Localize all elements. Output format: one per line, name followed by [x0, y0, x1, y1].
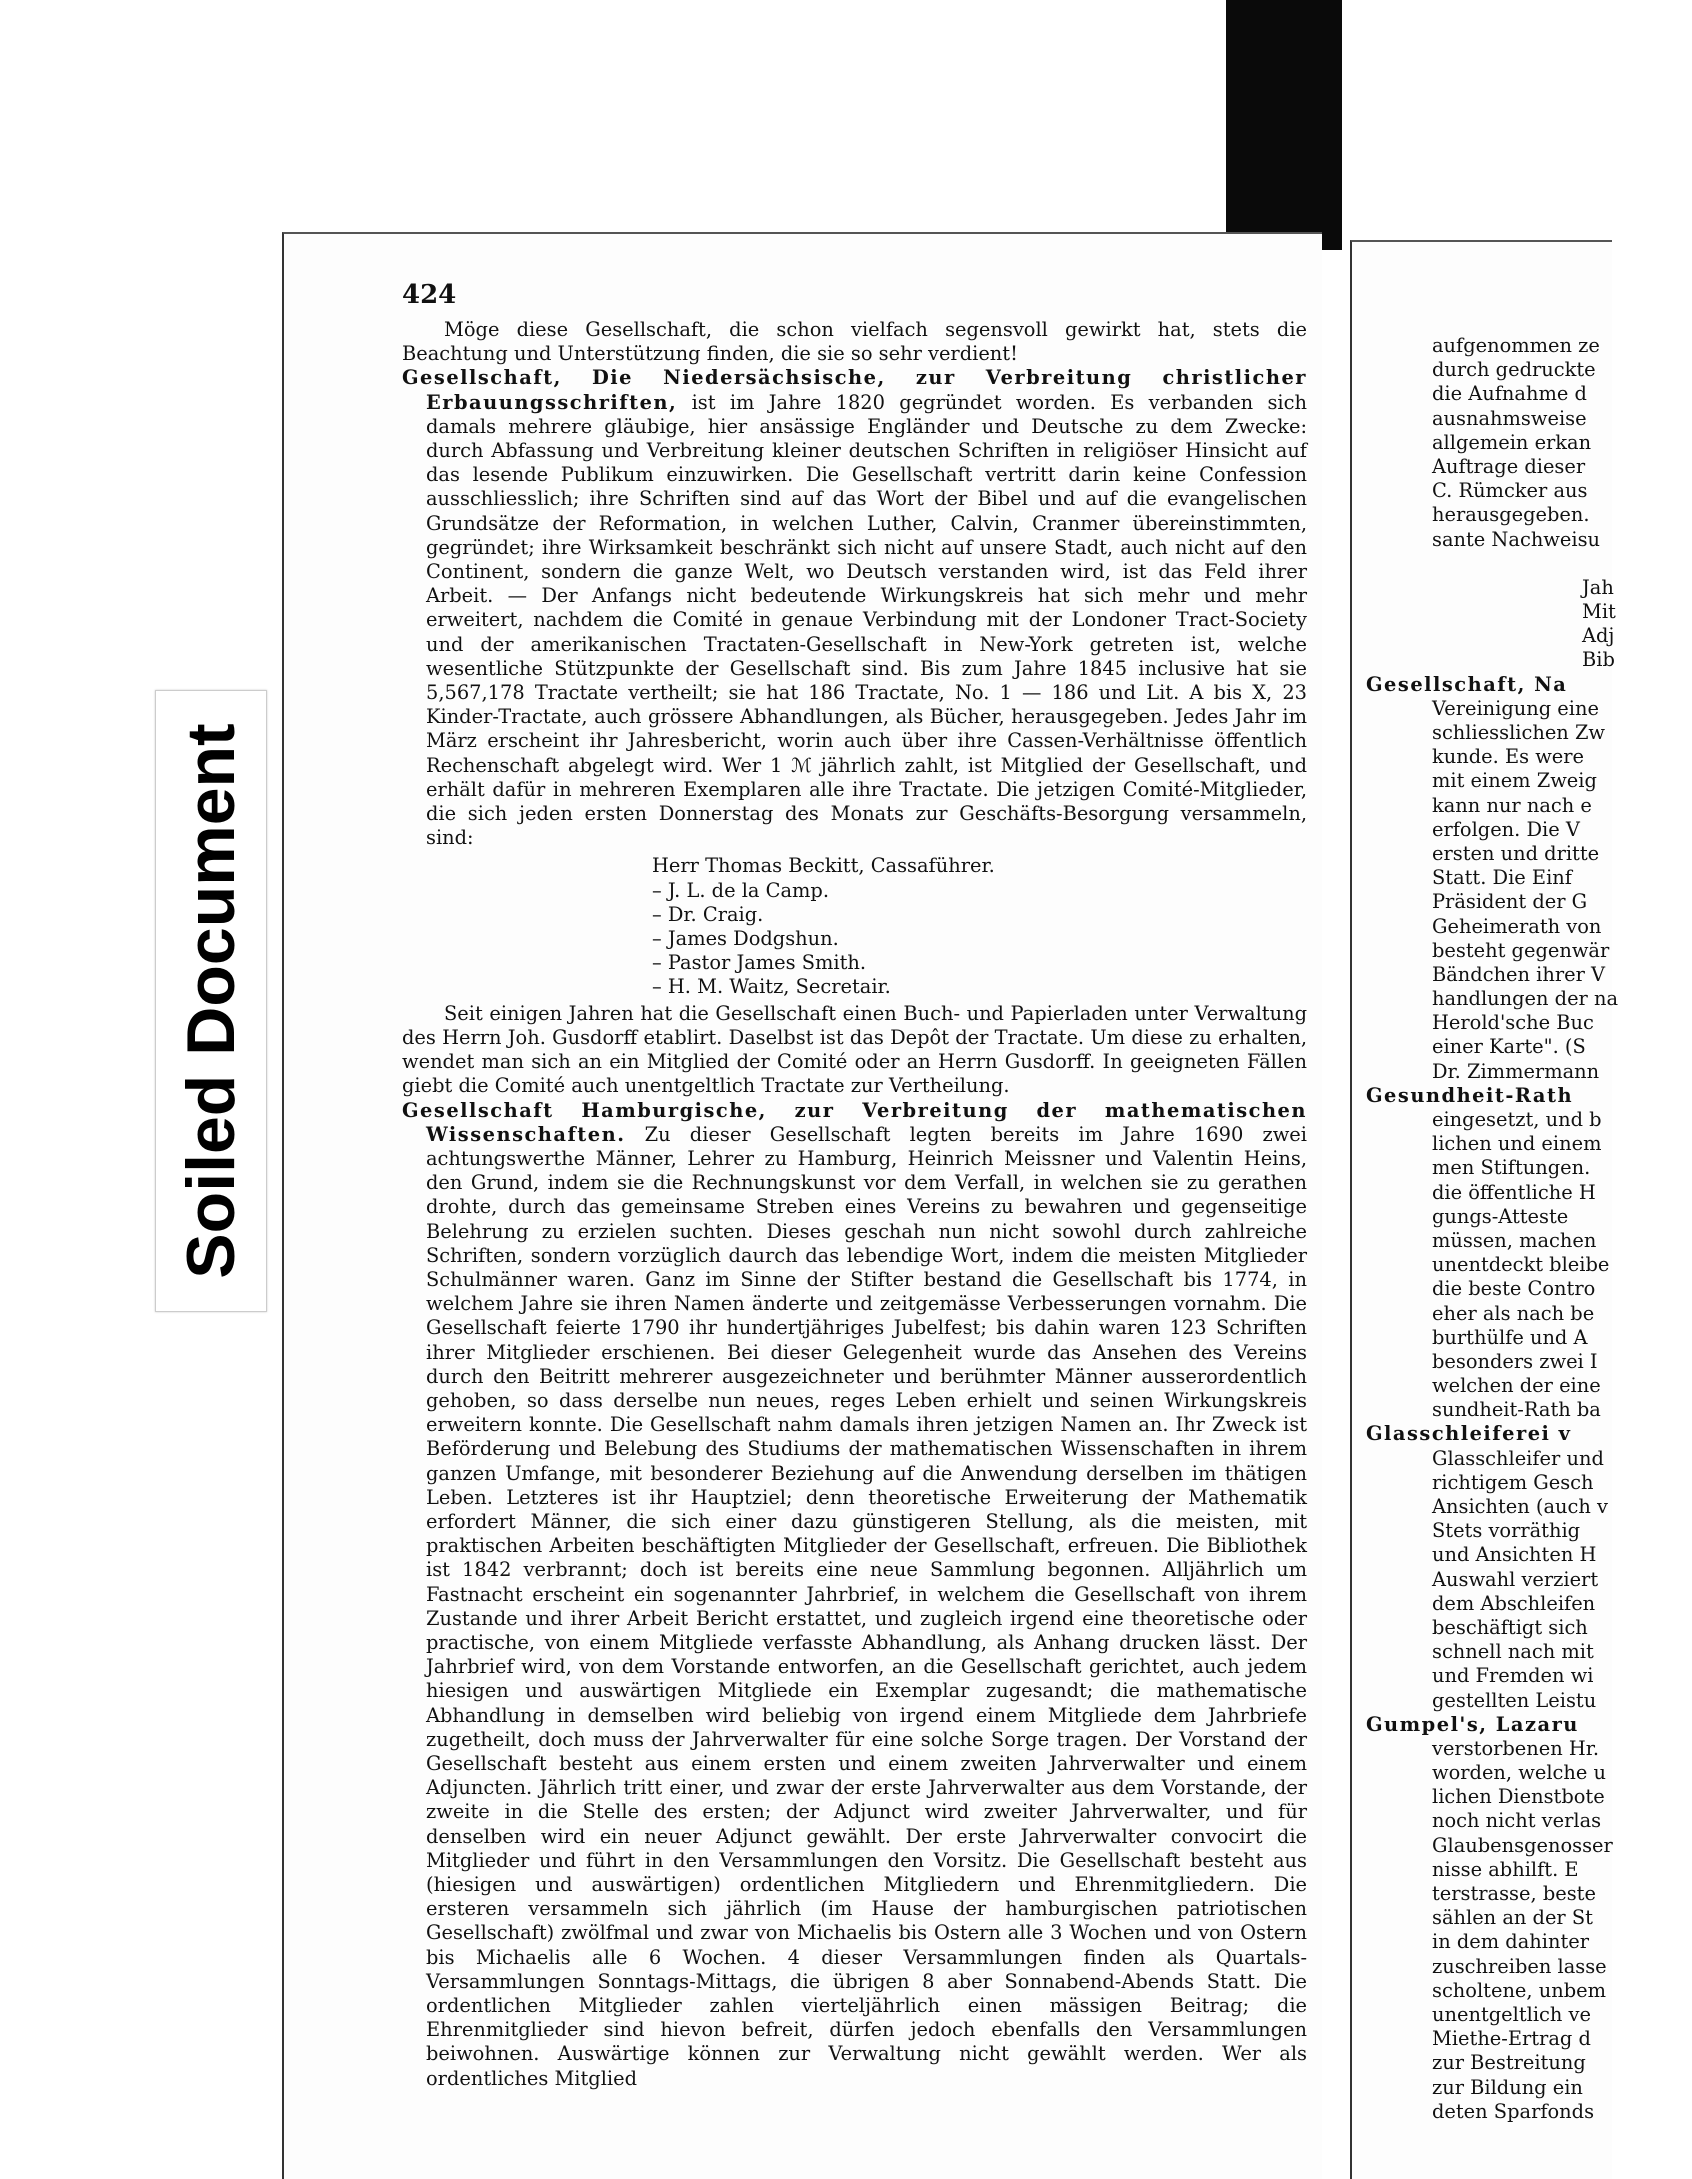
right-page-line: kunde. Es were	[1432, 745, 1585, 769]
right-page-line: C. Rümcker aus	[1432, 479, 1588, 503]
right-page-line: Stets vorräthig	[1432, 1519, 1581, 1543]
committee-list	[652, 854, 1307, 999]
right-page-line: eingesetzt, und b	[1432, 1108, 1602, 1131]
entry-hamburgische	[402, 1099, 1307, 2091]
right-page-line: worden, welche u	[1432, 1761, 1606, 1785]
entry-heading: Gesellschaft, Die Niedersächsische, zur Verbreitung christlicher Erbauungsschriften,	[402, 366, 1307, 414]
right-page-text	[1366, 334, 1692, 2124]
stamp-label: Soiled Document	[173, 723, 249, 1279]
right-page-line: Glasschleifer und	[1432, 1446, 1604, 1470]
right-page-line: dem Abschleifen	[1432, 1591, 1596, 1615]
entry-niedersaechsische	[402, 366, 1307, 850]
right-page-line: zuschreiben lasse	[1432, 1954, 1607, 1978]
right-page-line: müssen, machen	[1432, 1228, 1597, 1252]
entry-heading: Gesellschaft Hamburgische, zur Verbreitung der mathematischen Wissenschaften.	[402, 1098, 1307, 1146]
right-page-line: burthülfe und A	[1432, 1325, 1588, 1349]
right-page-line: Gesellschaft, Na	[1366, 672, 1568, 696]
right-page-line: Dr. Zimmermann	[1432, 1059, 1600, 1083]
right-page-line: unentdeckt bleibe	[1432, 1253, 1610, 1277]
right-page-line: zur Bestreitung	[1432, 2051, 1586, 2075]
right-page-line: Geheimerath von	[1432, 914, 1602, 938]
right-page-line: Präsident der G	[1432, 890, 1588, 914]
committee-member: – H. M. Waitz, Secretair.	[652, 975, 891, 999]
entry-body: Zu dieser Gesellschaft legten bereits im Jahre 1690 zwei achtungswerthe Männer, Lehrer zu Hamburg, Heinrich Meissner und Valentin Heins, den Grund, indem sie die Rechnungskunst vor dem Verfall, in welchen sie zu gerathen drohte, durch das gemeinsame Streben eines Vereins zu bewahren und gegenseitige Belehrung zu erzielen suchten. Dieses geschah nun nicht sowohl durch zahlreiche Schriften, sondern vorzüglich daurch das lebendige Wort, indem die meisten Mitglieder Schulmänner waren. Ganz im Sinne der Stifter bestand die Gesellschaft bis 1774, in welchem Jahre sie ihren Namen änderte und zeitgemässe Verbesserungen vornahm. Die Gesellschaft feierte 1790 ihr hundertjähriges Jubelfest; bis dahin waren 123 Schriften ihrer Mitglieder erschienen. Bei dieser Gelegenheit wurde das Ansehen des Vereins durch den Beitritt mehrerer ausgezeichneter und berühmter Männer ausserordentlich gehoben, so dass derselbe nun neues, reges Leben erhielt und seinen Wirkungskreis erweitern konnte. Die Gesellschaft nahm damals ihren jetzigen Namen an. Ihr Zweck ist Beförderung und Belebung des Studiums der mathematischen Wissenschaften in ihrem ganzen Umfange, mit besonderer Beziehung auf die Anwendung derselben im thätigen Leben. Letzteres ist ihr Hauptziel; denn theoretische Erweiterung der Mathematik erfordert Männer, die sich einer dazu günstigeren Stellung, als die meisten, mit praktischen Arbeiten beschäftigten Mitglieder der Gesellschaft, erfreuen. Die Bibliothek ist 1842 verbrannt; doch ist bereits eine neue Sammlung begonnen. Alljährlich um Fastnacht erscheint ein sogenannter Jahrbrief, in welchem die Gesellschaft von ihrem Zustande und ihrer Arbeit Bericht erstattet, und zugleich irgend eine theoretische oder practische, von einem Mitgliede verfasste Abhandlung, als Anhang drucken lässt. Der Jahrbrief wird, von dem Vorstande entworfen, an die Gesellschaft gerichtet, auch jedem hiesigen und auswärtigen Mitgliede ein Exemplar zugesandt; die mathematische Abhandlung in demselben wird beliebig von irgend einem Mitgliede dem Jahrbriefe zugetheilt, doch muss der Jahrverwalter für eine solche Sorge tragen. Der Vorstand der Gesellschaft besteht aus einem ersten und einem zweiten Jahrverwalter und einem Adjuncten. Jährlich tritt einer, und zwar der erste Jahrverwalter aus dem Vorstande, der zweite in die Stelle des ersten; der Adjunct wird zweiter Jahrverwalter, und für denselben wird ein neuer Adjunct gewählt. Der erste Jahrverwalter convocirt die Mitglieder und führt in den Versammlungen den Vorsitz. Die Gesellschaft besteht aus (hiesigen und auswärtigen) ordentlichen Mitgliedern und Ehrenmitgliedern. Die ersteren versammeln sich jährlich (im Hause der hamburgischen patriotischen Gesellschaft) zwölfmal und zwar von Michaelis bis Ostern alle 3 Wochen und von Ostern bis Michaelis alle 6 Wochen. 4 dieser Versammlungen finden als Quartals-Versammlungen Sonntags-Mittags, die übrigen 8 aber Sonnabend-Abends Statt. Die ordentlichen Mitglieder zahlen vierteljährlich einen mässigen Beitrag; die Ehrenmitglieder sind hievon befreit, dürfen jedoch ebenfalls den Versammlungen beiwohnen. Auswärtige können zur Verwaltung nicht gewählt werden. Wer als ordentliches Mitglied	[426, 1122, 1307, 2090]
right-page-line: Gesundheit-Rath	[1366, 1083, 1574, 1107]
right-page-line: Adj	[1582, 624, 1615, 648]
right-page-line: Bib	[1582, 648, 1615, 672]
intro-paragraph: Möge diese Gesellschaft, die schon vielfach segensvoll gewirkt hat, stets die Beachtung und Unterstützung finden, die sie so sehr verdient!	[402, 318, 1307, 366]
right-page-line: ersten und dritte	[1432, 841, 1600, 865]
right-page-line: und Ansichten H	[1432, 1543, 1597, 1567]
committee-member: Herr Thomas Beckitt, Cassaführer.	[652, 854, 995, 878]
right-page-line	[1432, 552, 1692, 576]
right-page-line: Herold'sche Buc	[1432, 1011, 1594, 1035]
right-page-line: allgemein erkan	[1432, 430, 1592, 454]
right-page-line: scholtene, unbem	[1432, 1978, 1606, 2002]
right-page-line: und Fremden wi	[1432, 1664, 1594, 1688]
right-page-line: die beste Contro	[1432, 1277, 1596, 1301]
right-page-line: eher als nach be	[1432, 1301, 1595, 1325]
right-page-line: Auftrage dieser	[1432, 454, 1586, 478]
committee-member: – James Dodgshun.	[652, 927, 839, 951]
right-page-line: Gumpel's, Lazaru	[1366, 1712, 1579, 1736]
right-page-line: besonders zwei I	[1432, 1349, 1598, 1373]
entry-tail-paragraph: Seit einigen Jahren hat die Gesellschaft einen Buch- und Papierladen unter Verwaltung des Herrn Joh. Gusdorff etablirt. Daselbst ist das Depôt der Tractate. Um diese zu erhalten, wendet man sich an ein Mitglied der Comité oder an Herrn Gusdorff. In geeigneten Fällen giebt die Comité auch unentgeltlich Tractate zur Vertheilung.	[402, 1001, 1307, 1098]
committee-member: – J. L. de la Camp.	[652, 878, 829, 902]
right-page-line: men Stiftungen.	[1432, 1156, 1591, 1180]
right-page-line: terstrasse, beste	[1432, 1882, 1596, 1905]
right-page-line: Mit	[1582, 600, 1616, 624]
right-page-line: gungs-Atteste	[1432, 1204, 1569, 1228]
right-page-line: noch nicht verlas	[1432, 1809, 1602, 1833]
page-number: 424	[402, 280, 457, 310]
committee-member: – Dr. Craig.	[652, 902, 764, 926]
right-page-line: erfolgen. Die V	[1432, 817, 1580, 841]
right-page-line: Auswahl verziert	[1432, 1567, 1599, 1591]
right-page-line: die öffentliche H	[1432, 1180, 1596, 1204]
right-page-line: unentgeltlich ve	[1432, 2002, 1591, 2026]
left-page-text	[402, 318, 1307, 2091]
right-page-line: aufgenommen ze	[1432, 334, 1600, 357]
right-page-line: verstorbenen Hr.	[1432, 1736, 1600, 1760]
entry-body: ist im Jahre 1820 gegründet worden. Es verbanden sich damals mehrere gläubige, hier ansässige Engländer und Deutsche zu dem Zwecke: durch Abfassung und Verbreitung kleiner deutschen Schriften in religiöser Hinsicht auf das lesende Publikum einzuwirken. Die Gesellschaft vertritt darin keine Confession ausschliesslich; ihre Schriften sind auf das Wort der Bibel und auf die evangelischen Grundsätze der Reformation, in welchen Luther, Calvin, Cranmer übereinstimmten, gegründet; ihre Wirksamkeit beschränkt sich nicht auf unsere Stadt, auch nicht auf den Continent, sondern die ganze Welt, wo Deutsch verstanden wird, ist das Feld ihrer Arbeit. — Der Anfangs nicht bedeutende Wirkungskreis hat sich mehr und mehr erweitert, nachdem die Comité in genaue Verbindung mit der Londoner Tract-Society und der amerikanischen Tractaten-Gesellschaft in New-York getreten ist, welche wesentliche Stützpunkte der Gesellschaft sind. Bis zum Jahre 1845 inclusive hat sie 5,567,178 Tractate vertheilt; sie hat 186 Tractate, No. 1 — 186 und Lit. A bis X, 23 Kinder-Tractate, auch grössere Abhandlungen, als Bücher, herausgegeben. Jedes Jahr im März erscheint ihr Jahresbericht, worin auch über ihre Cassen-Verhältnisse öffentlich Rechenschaft abgelegt wird. Wer 1 ℳ jährlich zahlt, ist Mitglied der Gesellschaft, und erhält dafür in mehreren Exemplaren alle ihre Tractate. Die jetzigen Comité-Mitglieder, die sich jeden ersten Donnerstag des Monats zur Geschäfts-Besorgung versammeln, sind:	[426, 390, 1307, 850]
right-page-line: Glasschleiferei v	[1366, 1422, 1572, 1446]
right-page-line: Statt. Die Einf	[1432, 866, 1572, 890]
left-page	[282, 232, 1322, 2179]
right-page-line: sante Nachweisu	[1432, 527, 1601, 551]
right-page-line: handlungen der na	[1432, 987, 1619, 1011]
right-page-line: in dem dahinter	[1432, 1930, 1589, 1954]
committee-member: – Pastor James Smith.	[652, 951, 867, 975]
right-page	[1350, 240, 1619, 2179]
right-page-line: ausnahmsweise	[1432, 406, 1587, 430]
right-page-line: lichen Dienstbote	[1432, 1785, 1605, 1809]
right-page-line: zur Bildung ein	[1432, 2075, 1583, 2099]
right-page-line: Glaubensgenosser	[1432, 1833, 1613, 1857]
right-page-line: schnell nach mit	[1432, 1640, 1594, 1664]
soiled-document-stamp	[155, 690, 267, 1312]
right-page-line: mit einem Zweig	[1432, 769, 1597, 793]
right-page-line: kann nur nach e	[1432, 793, 1592, 817]
scan-black-edge	[1226, 0, 1342, 250]
right-page-line: herausgegeben.	[1432, 503, 1590, 527]
right-page-line: Bändchen ihrer V	[1432, 962, 1606, 986]
right-page-line: nisse abhilft. E	[1432, 1857, 1579, 1881]
right-page-line: Ansichten (auch v	[1432, 1495, 1608, 1518]
right-page-line: sundheit-Rath ba	[1432, 1398, 1601, 1422]
right-page-line: die Aufnahme d	[1432, 382, 1587, 406]
right-page-line: Miethe-Ertrag d	[1432, 2027, 1591, 2051]
right-page-line: welchen der eine	[1432, 1374, 1601, 1398]
right-page-line: sählen an der St	[1432, 1906, 1593, 1930]
right-page-line: besteht gegenwär	[1432, 938, 1610, 962]
right-page-line: Vereinigung eine	[1432, 696, 1599, 720]
right-page-line: beschäftigt sich	[1432, 1615, 1588, 1639]
right-page-line: durch gedruckte	[1432, 358, 1596, 382]
right-page-line: einer Karte". (S	[1432, 1035, 1586, 1059]
right-page-line: richtigem Gesch	[1432, 1470, 1594, 1494]
right-page-line: schliesslichen Zw	[1432, 721, 1606, 744]
right-page-line: deten Sparfonds	[1432, 2099, 1595, 2123]
right-page-line: Jah	[1582, 575, 1614, 599]
right-page-line: lichen und einem	[1432, 1132, 1602, 1156]
right-page-line: gestellten Leistu	[1432, 1688, 1597, 1712]
